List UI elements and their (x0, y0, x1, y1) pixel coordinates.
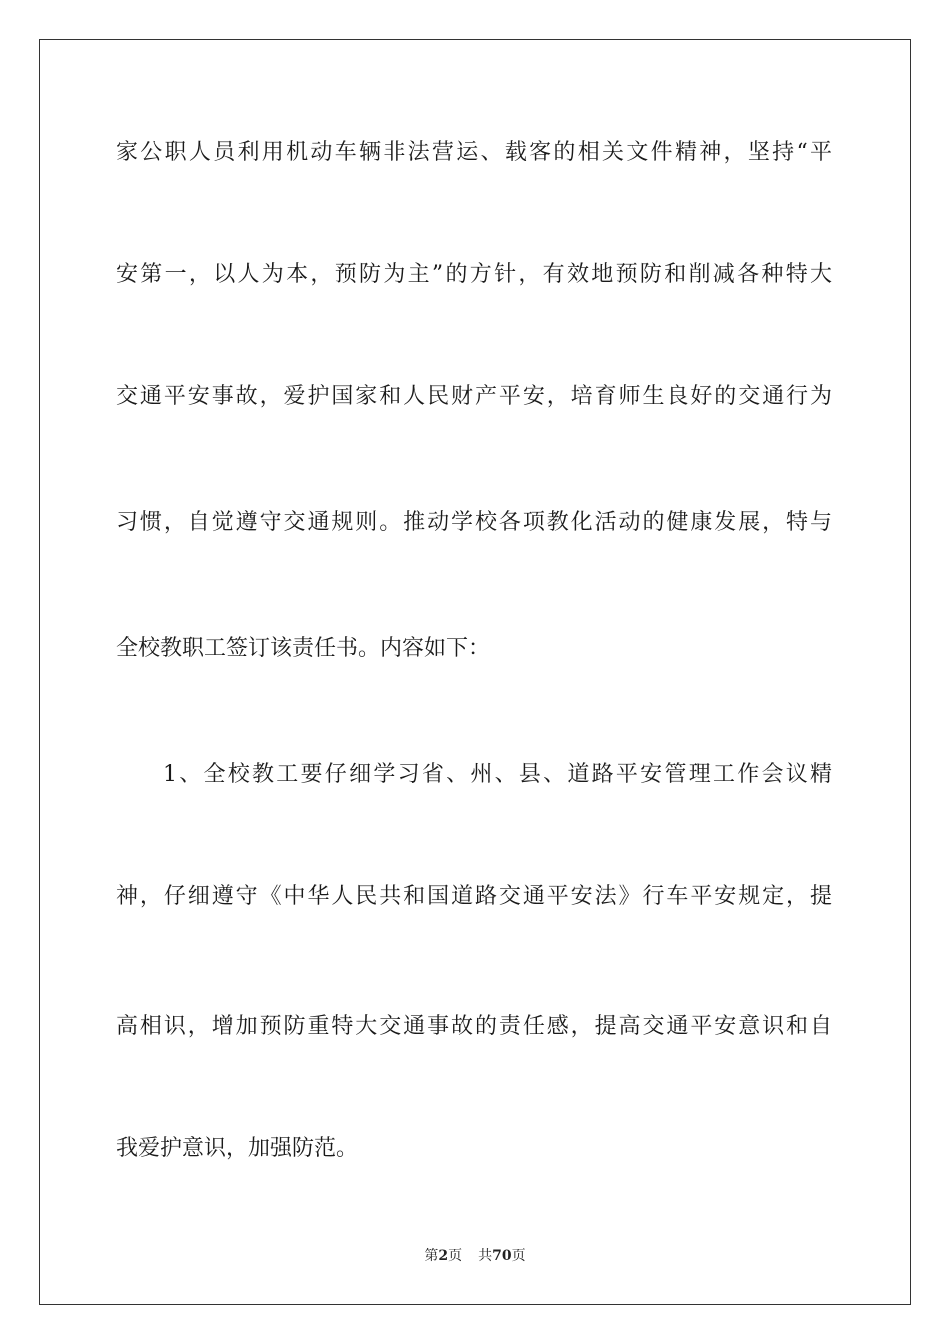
page-number: 2 (438, 1248, 449, 1264)
page-suffix: 页 (448, 1248, 463, 1264)
total-page-count: 70 (492, 1248, 512, 1264)
paragraph-line: 家公职人员利用机动车辆非法营运、载客的相关文件精神，坚持“平 (116, 140, 832, 165)
paragraph-line: 1、全校教工要仔细学习省、州、县、道路平安管理工作会议精 (163, 762, 832, 787)
total-prefix: 共 (478, 1248, 493, 1264)
page-prefix: 第 (424, 1248, 439, 1264)
page-border (39, 39, 911, 1305)
paragraph-line: 交通平安事故，爱护国家和人民财产平安，培育师生良好的交通行为 (116, 384, 832, 409)
paragraph-line: 安第一，以人为本，预防为主”的方针，有效地预防和削减各种特大 (116, 262, 832, 287)
total-suffix: 页 (511, 1248, 526, 1264)
paragraph-line: 习惯，自觉遵守交通规则。推动学校各项教化活动的健康发展，特与 (116, 510, 832, 535)
paragraph-line: 全校教职工签订该责任书。内容如下： (116, 636, 491, 661)
paragraph-line: 我爱护意识，加强防范。 (116, 1136, 359, 1161)
paragraph-line: 神，仔细遵守《中华人民共和国道路交通平安法》行车平安规定，提 (116, 884, 832, 909)
page-footer (0, 1246, 950, 1266)
paragraph-line: 高相识，增加预防重特大交通事故的责任感，提高交通平安意识和自 (116, 1014, 832, 1039)
